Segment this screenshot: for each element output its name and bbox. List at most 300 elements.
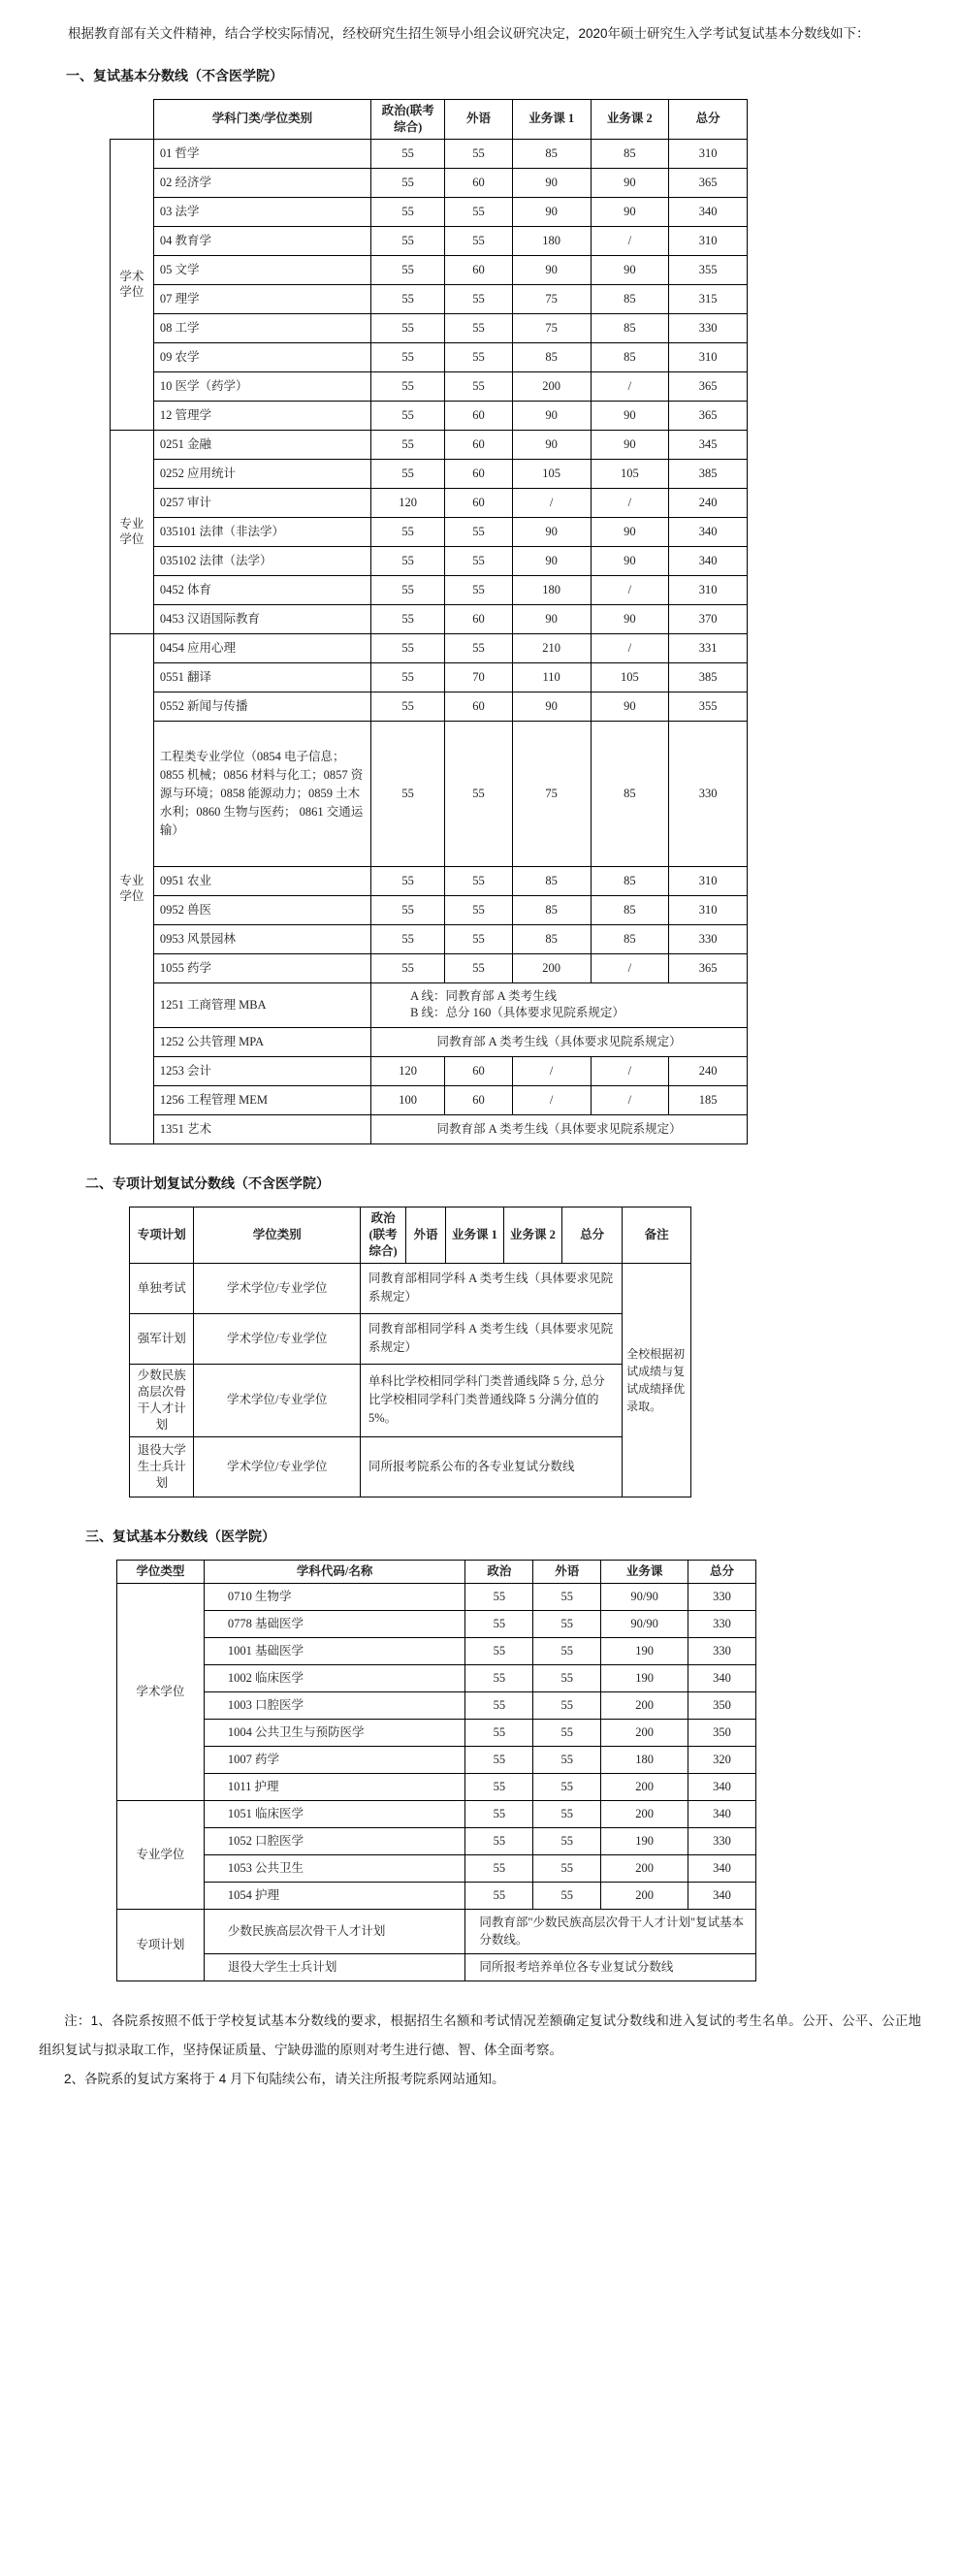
- cell-total: 365: [669, 371, 748, 401]
- cell-foreign: 55: [533, 1854, 601, 1882]
- cell-foreign: 55: [445, 284, 513, 313]
- cell-total: 340: [688, 1773, 756, 1800]
- cell-discipline: 03 法学: [153, 197, 370, 226]
- cell-foreign: 55: [533, 1691, 601, 1719]
- cell-foreign: 55: [533, 1637, 601, 1664]
- cell-politics: 55: [371, 895, 445, 924]
- cell-politics: 55: [371, 721, 445, 866]
- table-row: [111, 953, 748, 982]
- cell-business1: 90: [512, 604, 591, 633]
- cell-politics: 55: [371, 575, 445, 604]
- table-row: [111, 517, 748, 546]
- cell-degree: 学术学位/专业学位: [194, 1313, 361, 1364]
- cell-business1: 85: [512, 866, 591, 895]
- table-row-art: [111, 1114, 748, 1143]
- cell-business1: 90: [512, 517, 591, 546]
- cell-politics: 55: [465, 1610, 533, 1637]
- cell-discipline: 0953 风景园林: [153, 924, 370, 953]
- section-heading-3: 三、复试基本分数线（医学院）: [85, 1528, 275, 1544]
- cell-total: 370: [669, 604, 748, 633]
- cell-foreign: 55: [445, 546, 513, 575]
- th-politics: 政治(联考综合): [371, 99, 445, 139]
- section-heading-1: 一、复试基本分数线（不含医学院）: [66, 67, 283, 83]
- cell-foreign: 55: [445, 226, 513, 255]
- cell-degree: 学术学位/专业学位: [194, 1364, 361, 1436]
- th-degree-type: 学位类型: [117, 1560, 205, 1583]
- table-row-mpa: [111, 1027, 748, 1056]
- cell-business: 180: [601, 1746, 688, 1773]
- cell-business1: 200: [512, 953, 591, 982]
- cell-politics: 55: [371, 313, 445, 342]
- th-total: 总分: [669, 99, 748, 139]
- table-row: [130, 1436, 691, 1497]
- notes-label: 注：: [64, 2012, 91, 2028]
- cell-discipline: 0551 翻译: [153, 662, 370, 692]
- cell-foreign: 55: [445, 953, 513, 982]
- cell-business1: 110: [512, 662, 591, 692]
- cell-total: 310: [669, 226, 748, 255]
- cell-discipline: 0952 兽医: [153, 895, 370, 924]
- cell-foreign: 55: [533, 1746, 601, 1773]
- th-discipline-code-name: 学科代码/名称: [204, 1560, 465, 1583]
- table2-container: [0, 1207, 960, 1497]
- cell-foreign: 60: [445, 459, 513, 488]
- cell-foreign: 55: [533, 1800, 601, 1827]
- cell-discipline: 0251 金融: [153, 430, 370, 459]
- cell-business1: 90: [512, 197, 591, 226]
- table-row: [111, 342, 748, 371]
- cell-total: 340: [688, 1800, 756, 1827]
- group-professional-text-b: 专业学位: [119, 873, 144, 903]
- cell-business2: 105: [591, 459, 669, 488]
- cell-foreign: 55: [533, 1610, 601, 1637]
- cell-business2: 90: [591, 255, 669, 284]
- table-row: [111, 866, 748, 895]
- cell-total: 340: [669, 517, 748, 546]
- cell-total: 340: [688, 1854, 756, 1882]
- cell-total: 340: [688, 1882, 756, 1909]
- cell-politics: 55: [371, 197, 445, 226]
- cell-total: 330: [669, 924, 748, 953]
- table-row: [111, 430, 748, 459]
- cell-foreign: 60: [445, 430, 513, 459]
- table-row: [111, 401, 748, 430]
- table-row: [111, 575, 748, 604]
- cell-discipline: 01 哲学: [153, 139, 370, 168]
- cell-business2: /: [591, 1056, 669, 1085]
- cell-discipline: 1351 艺术: [153, 1114, 370, 1143]
- cell-foreign: 55: [533, 1773, 601, 1800]
- table-header-row: [117, 1560, 756, 1583]
- table-row: [117, 1909, 756, 1953]
- cell-business1: 90: [512, 692, 591, 721]
- mba-line-a: A 线：同教育部 A 类考生线: [410, 989, 558, 1003]
- cell-business1: 85: [512, 342, 591, 371]
- cell-degree: 学术学位/专业学位: [194, 1436, 361, 1497]
- cell-politics: 55: [371, 226, 445, 255]
- cell-politics: 55: [465, 1827, 533, 1854]
- intro-text: 根据教育部有关文件精神，结合学校实际情况，经校研究生招生领导小组会议研究决定，2020年硕士研究生入学考试复试基本分数线如下：: [68, 25, 870, 41]
- cell-total: 385: [669, 459, 748, 488]
- cell-foreign: 60: [445, 401, 513, 430]
- cell-total: 345: [669, 430, 748, 459]
- cell-total: 310: [669, 139, 748, 168]
- cell-politics: 55: [371, 139, 445, 168]
- cell-total: 310: [669, 575, 748, 604]
- cell-business1: 85: [512, 924, 591, 953]
- cell-discipline: 1054 护理: [204, 1882, 465, 1909]
- cell-business2: /: [591, 1085, 669, 1114]
- cell-discipline: 1252 公共管理 MPA: [153, 1027, 370, 1056]
- cell-foreign: 55: [445, 895, 513, 924]
- cell-discipline: 09 农学: [153, 342, 370, 371]
- cell-business2: 90: [591, 546, 669, 575]
- table1-container: [0, 99, 960, 1144]
- cell-foreign: 55: [445, 342, 513, 371]
- table-row: [111, 371, 748, 401]
- cell-discipline: 1053 公共卫生: [204, 1854, 465, 1882]
- th-remark: 备注: [623, 1207, 691, 1263]
- cell-discipline: 035101 法律（非法学）: [153, 517, 370, 546]
- th-politics: 政治(联考综合): [361, 1207, 406, 1263]
- table3-body: [117, 1583, 756, 1980]
- basic-score-table: [110, 99, 748, 1144]
- table-header-row: [130, 1207, 691, 1263]
- section-heading-2: 二、专项计划复试分数线（不含医学院）: [85, 1175, 330, 1191]
- footer-notes: [0, 1981, 960, 2113]
- cell-politics: 120: [371, 488, 445, 517]
- cell-politics: 55: [371, 342, 445, 371]
- note-2: 2、各院系的复试方案将于 4 月下旬陆续公布，请关注所报考院系网站通知。: [64, 2071, 505, 2086]
- cell-business2: /: [591, 575, 669, 604]
- cell-business2: 90: [591, 168, 669, 197]
- cell-foreign: 55: [445, 197, 513, 226]
- cell-total: 310: [669, 342, 748, 371]
- cell-business1: /: [512, 1056, 591, 1085]
- cell-discipline: 1253 会计: [153, 1056, 370, 1085]
- cell-business: 200: [601, 1691, 688, 1719]
- cell-business2: 85: [591, 284, 669, 313]
- cell-politics: 55: [371, 255, 445, 284]
- cell-discipline: 05 文学: [153, 255, 370, 284]
- cell-foreign: 55: [445, 575, 513, 604]
- cell-line: 同教育部"少数民族高层次骨干人才计划"复试基本分数线。: [465, 1909, 756, 1953]
- cell-total: 310: [669, 895, 748, 924]
- table-header-row: [111, 99, 748, 139]
- cell-foreign: 60: [445, 604, 513, 633]
- cell-business2: 85: [591, 721, 669, 866]
- cell-discipline: 0452 体育: [153, 575, 370, 604]
- th-business1: 业务课 1: [512, 99, 591, 139]
- cell-business: 90/90: [601, 1610, 688, 1637]
- group-academic-text: 学术学位: [119, 269, 144, 299]
- cell-business1: 90: [512, 546, 591, 575]
- cell-total: 330: [688, 1583, 756, 1610]
- cell-politics: 55: [371, 546, 445, 575]
- cell-politics: 55: [465, 1664, 533, 1691]
- table-row: [130, 1364, 691, 1436]
- intro-paragraph: [0, 14, 960, 48]
- cell-business1: 75: [512, 721, 591, 866]
- table-row: [111, 692, 748, 721]
- cell-politics: 55: [371, 459, 445, 488]
- table-row: [111, 924, 748, 953]
- medical-school-score-table: [116, 1560, 756, 1981]
- cell-line: 同教育部相同学科 A 类考生线（具体要求见院系规定）: [361, 1313, 623, 1364]
- cell-discipline: 02 经济学: [153, 168, 370, 197]
- table-row: [111, 633, 748, 662]
- cell-discipline: 1003 口腔医学: [204, 1691, 465, 1719]
- cell-total: 365: [669, 401, 748, 430]
- cell-business2: /: [591, 953, 669, 982]
- cell-business: 200: [601, 1882, 688, 1909]
- cell-total: 355: [669, 255, 748, 284]
- cell-foreign: 55: [533, 1664, 601, 1691]
- th-foreign: 外语: [406, 1207, 446, 1263]
- cell-discipline: 1001 基础医学: [204, 1637, 465, 1664]
- cell-foreign: 55: [445, 139, 513, 168]
- cell-business1: 90: [512, 168, 591, 197]
- table-row: [117, 1691, 756, 1719]
- cell-total: 240: [669, 488, 748, 517]
- cell-business: 200: [601, 1800, 688, 1827]
- cell-business2: 105: [591, 662, 669, 692]
- cell-discipline: 1011 护理: [204, 1773, 465, 1800]
- table-row: [111, 604, 748, 633]
- cell-foreign: 55: [533, 1583, 601, 1610]
- cell-business1: 200: [512, 371, 591, 401]
- th-foreign: 外语: [445, 99, 513, 139]
- cell-discipline: 0453 汉语国际教育: [153, 604, 370, 633]
- cell-business1: 180: [512, 575, 591, 604]
- cell-business2: 85: [591, 342, 669, 371]
- table-row: [111, 313, 748, 342]
- cell-total: 330: [688, 1637, 756, 1664]
- th-politics: 政治: [465, 1560, 533, 1583]
- cell-total: 355: [669, 692, 748, 721]
- cell-politics: 55: [371, 430, 445, 459]
- cell-discipline: 12 管理学: [153, 401, 370, 430]
- cell-politics: 55: [465, 1882, 533, 1909]
- table-row: [117, 1800, 756, 1827]
- note-1: 1、各院系按照不低于学校复试基本分数线的要求，根据招生名额和考试情况差额确定复试分数线和进入复试的考生名单。公开、公平、公正地组织复试与拟录取工作，坚持保证质量、宁缺毋滥的原则对考生进行德、智、体全面考察。: [39, 2012, 921, 2057]
- group-professional-text-a: 专业学位: [119, 516, 144, 546]
- cell-discipline: 10 医学（药学）: [153, 371, 370, 401]
- cell-total: 315: [669, 284, 748, 313]
- cell-foreign: 55: [445, 517, 513, 546]
- table-row: [111, 895, 748, 924]
- cell-politics: 55: [465, 1854, 533, 1882]
- table-row: [117, 1953, 756, 1980]
- table-row: [111, 1056, 748, 1085]
- table-row: [111, 459, 748, 488]
- cell-discipline: 1004 公共卫生与预防医学: [204, 1719, 465, 1746]
- cell-politics: 100: [371, 1085, 445, 1114]
- table-row: [111, 168, 748, 197]
- cell-plan: 单独考试: [130, 1263, 194, 1313]
- cell-discipline: 1251 工商管理 MBA: [153, 982, 370, 1027]
- cell-business: 200: [601, 1854, 688, 1882]
- cell-foreign: 55: [445, 866, 513, 895]
- cell-total: 385: [669, 662, 748, 692]
- special-plan-score-table: [129, 1207, 691, 1497]
- cell-business2: 90: [591, 692, 669, 721]
- cell-business: 190: [601, 1664, 688, 1691]
- group-academic-label: 学术学位: [117, 1583, 205, 1800]
- group-special-label: 专项计划: [117, 1909, 205, 1980]
- cell-discipline: 1007 药学: [204, 1746, 465, 1773]
- cell-politics: 120: [371, 1056, 445, 1085]
- cell-degree: 学术学位/专业学位: [194, 1263, 361, 1313]
- cell-business2: /: [591, 371, 669, 401]
- cell-total: 340: [688, 1664, 756, 1691]
- cell-discipline: 0257 审计: [153, 488, 370, 517]
- table2-body: [130, 1263, 691, 1497]
- cell-discipline: 0552 新闻与传播: [153, 692, 370, 721]
- cell-politics: 55: [371, 401, 445, 430]
- cell-discipline: 0778 基础医学: [204, 1610, 465, 1637]
- cell-discipline: 1052 口腔医学: [204, 1827, 465, 1854]
- cell-foreign: 55: [445, 924, 513, 953]
- cell-foreign: 55: [445, 313, 513, 342]
- table-row: [130, 1313, 691, 1364]
- cell-business2: /: [591, 488, 669, 517]
- cell-business2: 85: [591, 895, 669, 924]
- cell-discipline: 04 教育学: [153, 226, 370, 255]
- table-row: [117, 1610, 756, 1637]
- cell-politics: 55: [371, 284, 445, 313]
- cell-discipline-engineering: 工程类专业学位（0854 电子信息；0855 机械；0856 材料与化工；0857 资源与环境；0858 能源动力；0859 土木水利；0860 生物与医药； 0861 交通运输）: [153, 721, 370, 866]
- table-row: [117, 1637, 756, 1664]
- table-row: [130, 1263, 691, 1313]
- cell-foreign: 60: [445, 692, 513, 721]
- table-row: [117, 1882, 756, 1909]
- th-business1: 业务课 1: [445, 1207, 503, 1263]
- th-business2: 业务课 2: [503, 1207, 561, 1263]
- th-special-plan: 专项计划: [130, 1207, 194, 1263]
- cell-line: 同所报考院系公布的各专业复试分数线: [361, 1436, 623, 1497]
- cell-business1: 75: [512, 284, 591, 313]
- cell-total: 340: [669, 197, 748, 226]
- cell-discipline: 1055 药学: [153, 953, 370, 982]
- table-row-mba: [111, 982, 748, 1027]
- cell-politics: 55: [465, 1773, 533, 1800]
- cell-business1: 85: [512, 139, 591, 168]
- cell-business1: 90: [512, 430, 591, 459]
- cell-business1: /: [512, 1085, 591, 1114]
- cell-politics: 55: [465, 1800, 533, 1827]
- cell-total: 350: [688, 1691, 756, 1719]
- cell-politics: 55: [371, 692, 445, 721]
- th-group: [111, 99, 154, 139]
- cell-foreign: 55: [445, 633, 513, 662]
- table-row: [117, 1719, 756, 1746]
- note-2-line: [39, 2065, 921, 2094]
- table-row: [111, 1085, 748, 1114]
- cell-business2: 90: [591, 604, 669, 633]
- cell-total: 331: [669, 633, 748, 662]
- cell-business1: 90: [512, 255, 591, 284]
- cell-business2: 90: [591, 517, 669, 546]
- cell-discipline: 035102 法律（法学）: [153, 546, 370, 575]
- cell-discipline: 0951 农业: [153, 866, 370, 895]
- table-row: [117, 1583, 756, 1610]
- cell-business1: 75: [512, 313, 591, 342]
- cell-foreign: 60: [445, 488, 513, 517]
- cell-business2: /: [591, 226, 669, 255]
- cell-business2: 85: [591, 313, 669, 342]
- th-discipline: 学科门类/学位类别: [153, 99, 370, 139]
- cell-politics: 55: [371, 604, 445, 633]
- cell-total: 365: [669, 953, 748, 982]
- th-business2: 业务课 2: [591, 99, 669, 139]
- cell-plan: 退役大学生士兵计划: [130, 1436, 194, 1497]
- cell-remark: 全校根据初试成绩与复试成绩择优录取。: [623, 1263, 691, 1497]
- table-row: [117, 1827, 756, 1854]
- group-professional-label: 专业学位: [117, 1800, 205, 1909]
- cell-foreign: 55: [533, 1882, 601, 1909]
- cell-politics: 55: [371, 662, 445, 692]
- cell-discipline: 1256 工程管理 MEM: [153, 1085, 370, 1114]
- cell-foreign: 55: [445, 371, 513, 401]
- cell-plan: 少数民族高层次骨干人才计划: [130, 1364, 194, 1436]
- cell-business2: 90: [591, 430, 669, 459]
- mba-line-b: B 线：总分 160（具体要求见院系规定）: [410, 1006, 624, 1019]
- cell-total: 330: [688, 1610, 756, 1637]
- cell-business: 190: [601, 1637, 688, 1664]
- th-degree-type: 学位类别: [194, 1207, 361, 1263]
- cell-discipline: 退役大学生士兵计划: [204, 1953, 465, 1980]
- cell-politics: 55: [465, 1719, 533, 1746]
- cell-business: 200: [601, 1719, 688, 1746]
- cell-business: 190: [601, 1827, 688, 1854]
- cell-politics: 55: [371, 371, 445, 401]
- cell-business2: 85: [591, 924, 669, 953]
- cell-politics: 55: [371, 517, 445, 546]
- cell-politics: 55: [371, 953, 445, 982]
- cell-foreign: 60: [445, 1056, 513, 1085]
- cell-foreign: 60: [445, 168, 513, 197]
- table3-container: [0, 1560, 960, 1981]
- table-row: [111, 662, 748, 692]
- cell-politics: 55: [465, 1637, 533, 1664]
- cell-politics: 55: [465, 1583, 533, 1610]
- table-row: [117, 1854, 756, 1882]
- cell-line: 同教育部相同学科 A 类考生线（具体要求见院系规定）: [361, 1263, 623, 1313]
- cell-foreign: 55: [445, 721, 513, 866]
- table-row: [111, 284, 748, 313]
- document-page: [0, 14, 960, 2113]
- cell-total: 185: [669, 1085, 748, 1114]
- cell-business1: /: [512, 488, 591, 517]
- table-row: [117, 1746, 756, 1773]
- cell-mpa-line: 同教育部 A 类考生线（具体要求见院系规定）: [371, 1027, 748, 1056]
- cell-politics: 55: [371, 168, 445, 197]
- cell-business1: 105: [512, 459, 591, 488]
- cell-total: 310: [669, 866, 748, 895]
- cell-foreign: 60: [445, 1085, 513, 1114]
- cell-plan: 强军计划: [130, 1313, 194, 1364]
- cell-foreign: 55: [533, 1827, 601, 1854]
- cell-total: 330: [688, 1827, 756, 1854]
- cell-total: 365: [669, 168, 748, 197]
- cell-discipline: 0710 生物学: [204, 1583, 465, 1610]
- cell-foreign: 60: [445, 255, 513, 284]
- cell-business1: 90: [512, 401, 591, 430]
- th-total: 总分: [688, 1560, 756, 1583]
- cell-politics: 55: [465, 1746, 533, 1773]
- cell-business: 200: [601, 1773, 688, 1800]
